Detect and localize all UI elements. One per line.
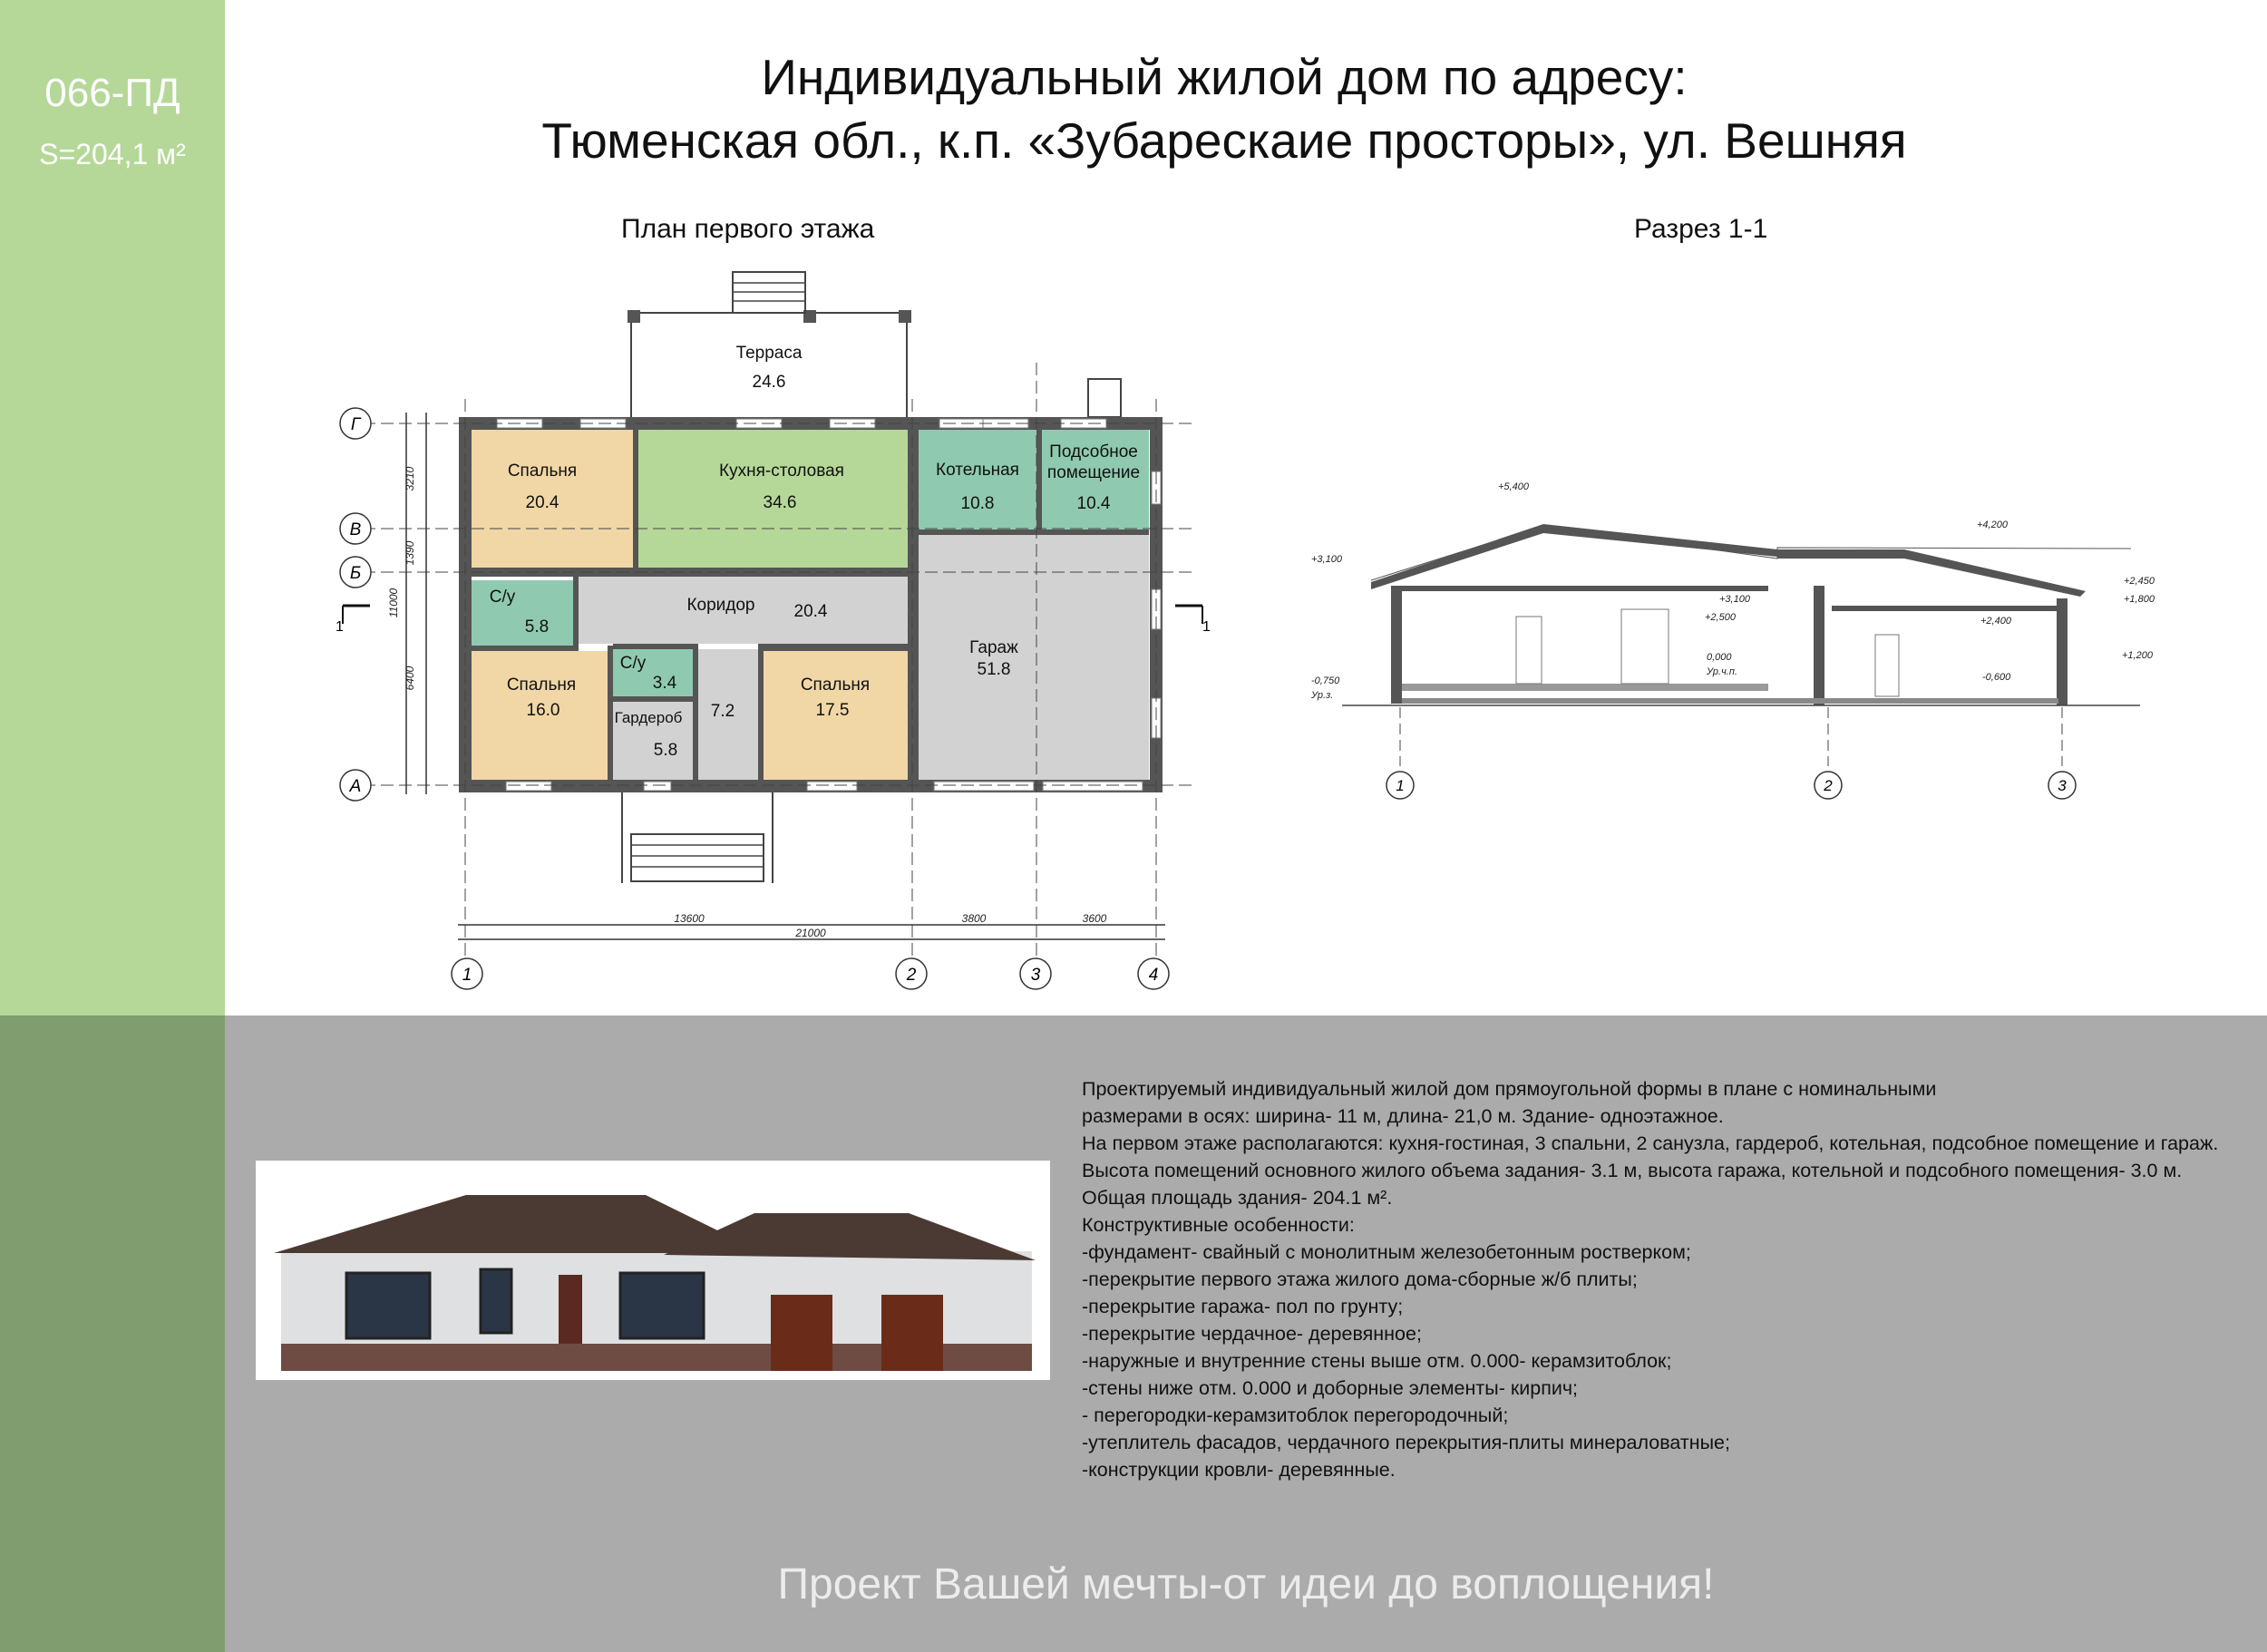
description-line: -стены ниже отм. 0.000 и доборные элементы- кирпич; (1082, 1377, 1579, 1399)
level-label: +2,450 (2124, 576, 2155, 587)
axis-label: 2 (906, 966, 917, 985)
description-line: Проектируемый индивидуальный жилой дом прямоугольной формы в плане с номинальными (1082, 1078, 1937, 1100)
axis-label: 1 (1396, 777, 1405, 794)
facade-door (559, 1275, 582, 1344)
room-area: 51.8 (977, 660, 1011, 679)
description-line: -фундамент- свайный с монолитным железобетонным ростверком; (1082, 1241, 1691, 1263)
axis-label: 3 (2058, 777, 2067, 794)
room-label-line-2: помещение (1046, 463, 1141, 482)
room-area: 16.0 (526, 701, 560, 720)
level-label: +1,800 (2124, 594, 2155, 605)
section-mark-label: 1 (1202, 619, 1211, 635)
description-line: -утеплитель фасадов, чердачного перекрытия-плиты минераловатные; (1082, 1432, 1730, 1453)
level-label: +3,100 (1311, 554, 1342, 565)
axis-label: 3 (1030, 966, 1041, 985)
facade-window (346, 1273, 430, 1338)
room-area: 3.4 (652, 674, 677, 693)
floor-slab (1396, 684, 1768, 691)
facade-window (481, 1269, 511, 1333)
room-label: Гараж (969, 638, 1018, 657)
room-area: 17.5 (815, 701, 850, 720)
room-bathroom-1 (472, 580, 573, 646)
section-title: Разрез 1-1 (1634, 214, 1768, 244)
project-description (1082, 1075, 2252, 1483)
room-area: 10.8 (960, 494, 995, 513)
dim-label: 6400 (404, 666, 416, 691)
description-line: Общая площадь здания- 204.1 м². (1082, 1187, 1393, 1209)
level-label: -0,600 (1982, 672, 2011, 683)
room-area: 24.6 (752, 373, 786, 392)
description-line: -перекрытие первого этажа жилого дома-сборные ж/б плиты; (1082, 1268, 1638, 1290)
chimney (1088, 379, 1121, 417)
dim-label: 13600 (674, 912, 705, 925)
level-label: 0,000 (1707, 652, 1732, 663)
facade-window (620, 1273, 704, 1338)
room-label: Терраса (735, 344, 803, 363)
room-label: С/у (489, 588, 516, 607)
title-line-2: Тюменская обл., к.п. «Зубарескаие просторы», ул. Вешняя (541, 112, 1907, 169)
plan-title: План первого этажа (621, 214, 875, 244)
room-label: Спальня (507, 462, 578, 481)
section-axis-lines (1400, 707, 2062, 766)
dim-label: 3210 (404, 466, 416, 491)
section-drawing (1270, 453, 2158, 834)
garage-door-2 (881, 1295, 943, 1371)
door (1516, 617, 1542, 684)
garage-door-1 (771, 1295, 832, 1371)
dim-label: 3600 (1082, 912, 1107, 925)
level-label: +2,500 (1705, 612, 1736, 623)
description-line: Конструктивные особенности: (1082, 1214, 1355, 1236)
room-label: Спальня (800, 675, 871, 695)
room-boiler (919, 430, 1036, 530)
axis-markers-numbers (452, 958, 1169, 989)
room-area: 5.8 (653, 741, 678, 760)
axis-label: Б (349, 564, 362, 583)
level-label: Ур.з. (1311, 690, 1334, 701)
door (1875, 635, 1899, 696)
room-label: Спальня (506, 675, 577, 695)
room-area: 5.8 (524, 617, 550, 637)
dim-label: 1390 (404, 540, 416, 566)
axis-label: А (349, 777, 362, 796)
slogan: Проект Вашей мечты-от идеи до воплощения! (777, 1560, 1715, 1608)
description-line: -наружные и внутренние стены выше отм. 0.000- керамзитоблок; (1082, 1350, 1672, 1372)
description-line: Высота помещений основного жилого объема задания- 3.1 м, высота гаража, котельной и подсобного помещения- 3.0 м. (1082, 1160, 2183, 1181)
room-area: 34.6 (763, 493, 797, 512)
level-label: +1,200 (2122, 650, 2153, 661)
level-label: +5,400 (1498, 481, 1529, 492)
dim-label: 21000 (795, 927, 826, 939)
garage-ceiling (1832, 606, 2068, 611)
axis-label: В (349, 520, 362, 539)
level-label: +4,200 (1977, 520, 2008, 530)
sidebar-bottom (0, 1015, 225, 1652)
axis-label: 4 (1148, 966, 1159, 985)
level-label: +2,400 (1980, 616, 2011, 627)
floor-plan (0, 0, 1270, 1015)
roof-main (1371, 524, 1777, 589)
room-label: Котельная (936, 461, 1019, 480)
room-area: 10.4 (1076, 494, 1111, 513)
room-label: Подсобное (1049, 442, 1138, 462)
description-line: На первом этаже располагаются: кухня-гостиная, 3 спальни, 2 санузла, гардероб, котельная, подсобное помещение и гараж. (1082, 1132, 2219, 1154)
foundation (1402, 698, 2058, 704)
description-line: -перекрытие гаража- пол по грунту; (1082, 1296, 1404, 1317)
room-label: С/у (619, 654, 647, 673)
room-label: Гардероб (614, 709, 683, 726)
door (1621, 609, 1669, 684)
description-line: - перегородки-керамзитоблок перегородочный; (1082, 1404, 1509, 1426)
project-code: 066-ПД (44, 71, 180, 115)
level-label: -0,750 (1311, 675, 1340, 686)
room-label: Коридор (686, 596, 755, 615)
dim-label: 11000 (387, 588, 400, 618)
description-line: -конструкции кровли- деревянные. (1082, 1459, 1396, 1481)
facade-render (256, 1161, 1050, 1380)
entry-porch (622, 792, 773, 883)
level-label: +3,100 (1719, 594, 1750, 605)
section-axis-markers (1386, 772, 2076, 799)
axis-label: 2 (1824, 777, 1833, 794)
description-line: размерами в осях: ширина- 11 м, длина- 21,0 м. Здание- одноэтажное. (1082, 1105, 1724, 1127)
room-area: 20.4 (793, 602, 828, 621)
description-line: -перекрытие чердачное- деревянное; (1082, 1323, 1422, 1345)
project-area: S=204,1 м² (39, 138, 186, 170)
room-area: 7.2 (710, 702, 735, 721)
section-mark-label: 1 (336, 619, 344, 635)
level-label: Ур.ч.п. (1707, 666, 1737, 677)
dim-label: 3800 (961, 912, 987, 925)
axis-label: Г (350, 415, 361, 434)
room-label: Кухня-столовая (719, 462, 844, 481)
axis-label: 1 (462, 966, 472, 985)
ceiling (1396, 586, 1768, 591)
title-line-1: Индивидуальный жилой дом по адресу: (761, 49, 1688, 105)
room-area: 20.4 (525, 493, 559, 512)
